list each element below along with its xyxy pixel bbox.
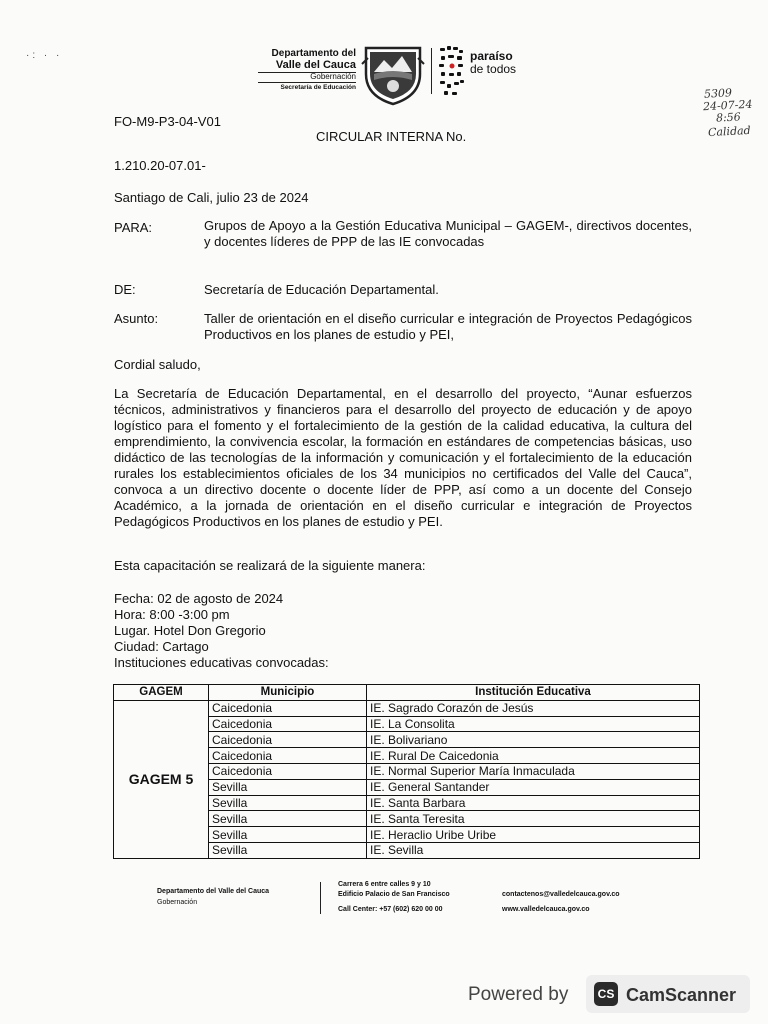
municipio-cell: Sevilla xyxy=(209,779,367,795)
institucion-cell: IE. Normal Superior María Inmaculada xyxy=(367,763,700,779)
footer-address xyxy=(338,880,450,915)
handwritten-note-2: 24-07-24 xyxy=(702,97,753,114)
event-date: Fecha: 02 de agosto de 2024 xyxy=(114,591,284,606)
event-place: Lugar. Hotel Don Gregorio xyxy=(114,623,266,638)
footer-divider xyxy=(320,882,321,914)
municipio-cell: Caicedonia xyxy=(209,700,367,716)
municipio-cell: Sevilla xyxy=(209,842,367,858)
table-row xyxy=(114,700,700,716)
institucion-cell: IE. Santa Barbara xyxy=(367,795,700,811)
document-code: FO-M9-P3-04-V01 xyxy=(114,114,221,129)
institucion-cell: IE. General Santander xyxy=(367,779,700,795)
header-divider xyxy=(431,48,432,94)
footer-contact xyxy=(502,887,620,917)
slogan-line2: de todos xyxy=(470,61,517,76)
footer-address-line1: Carrera 6 entre calles 9 y 10 xyxy=(338,881,431,888)
department-logo-text xyxy=(258,48,356,91)
header-municipio: Municipio xyxy=(209,685,367,701)
event-time: Hora: 8:00 -3:00 pm xyxy=(114,607,230,622)
dept-line2: Valle del Cauca xyxy=(275,59,356,71)
footer-email-link[interactable]: contactenos@valledelcauca.gov.co xyxy=(502,891,620,898)
table-header-row xyxy=(114,685,700,701)
coat-of-arms-icon xyxy=(360,44,426,106)
sun-logo-icon xyxy=(438,44,466,100)
municipio-cell: Caicedonia xyxy=(209,716,367,732)
intro-line: Esta capacitación se realizará de la siguiente manera: xyxy=(114,558,426,573)
handwritten-note-3: 8:56 xyxy=(715,110,742,125)
camscanner-brand: CamScanner xyxy=(626,985,737,1005)
dept-line3: Gobernación xyxy=(258,72,356,83)
dept-line1: Departamento del xyxy=(271,48,356,59)
body-paragraph: La Secretaría de Educación Departamental, en el desarrollo del proyecto, “Aunar esfuerzos técnicos, administrativos y financieros para el desarrollo del proyecto de educación y de apoyo logístico para el fomento y el fortalecimiento de la gestión de la calidad educativa, la cultura del emprendimiento, la convivencia escolar, la formación en estándares de competencias básicas, uso didáctico de las tecnologías de la información y comunicación y el fortalecimiento de la educación rurales los establecimientos oficiales de los 34 municipios no certificados del Valle del Cauca”, convoca a un directivo docente o docente líder de PPP, así como a un docente del Consejo Académico, a la jornada de orientación en el diseño curricular e integración de Proyectos Pedagógicos Productivos en los planes de estudio y PEI. xyxy=(114,386,692,529)
dept-line4: Secretaría de Educación xyxy=(280,83,356,91)
institucion-cell: IE. Bolivariano xyxy=(367,732,700,748)
document-reference: 1.210.20-07.01- xyxy=(114,158,206,173)
footer-gobernacion: Gobernación xyxy=(157,899,198,906)
institucion-cell: IE. La Consolita xyxy=(367,716,700,732)
footer-dept: Departamento del Valle del Cauca xyxy=(157,888,270,895)
para-label: PARA: xyxy=(114,220,153,235)
gagem-group-cell: GAGEM 5 xyxy=(114,700,209,858)
camscanner-icon: CS xyxy=(594,982,618,1006)
institucion-cell: IE. Sevilla xyxy=(367,842,700,858)
institutions-table xyxy=(113,684,700,859)
scan-marks: ·: · · xyxy=(26,50,63,61)
municipio-cell: Sevilla xyxy=(209,795,367,811)
municipio-cell: Sevilla xyxy=(209,827,367,843)
institucion-cell: IE. Santa Teresita xyxy=(367,811,700,827)
institutions-heading: Instituciones educativas convocadas: xyxy=(114,655,329,670)
footer-call-center: Call Center: +57 (602) 620 00 00 xyxy=(338,906,443,913)
place-date: Santiago de Cali, julio 23 de 2024 xyxy=(114,190,309,205)
header-institucion: Institución Educativa xyxy=(367,685,700,701)
footer-address-line2: Edificio Palacio de San Francisco xyxy=(338,890,450,898)
de-label: DE: xyxy=(114,282,136,297)
institucion-cell: IE. Sagrado Corazón de Jesús xyxy=(367,700,700,716)
para-value: Grupos de Apoyo a la Gestión Educativa Municipal – GAGEM-, directivos docentes, y docentes líderes de PPP de las IE convocadas xyxy=(204,218,692,249)
asunto-label: Asunto: xyxy=(114,311,159,326)
municipio-cell: Caicedonia xyxy=(209,732,367,748)
slogan xyxy=(470,50,516,75)
asunto-value: Taller de orientación en el diseño curricular e integración de Proyectos Pedagógicos Productivos en los planes de estudio y PEI, xyxy=(204,311,692,342)
footer-left xyxy=(157,886,269,908)
municipio-cell: Caicedonia xyxy=(209,763,367,779)
handwritten-note-1: 5309 xyxy=(703,86,733,101)
institucion-cell: IE. Rural De Caicedonia xyxy=(367,748,700,764)
de-value: Secretaría de Educación Departamental. xyxy=(204,282,439,297)
municipio-cell: Sevilla xyxy=(209,811,367,827)
institucion-cell: IE. Heraclio Uribe Uribe xyxy=(367,827,700,843)
municipio-cell: Caicedonia xyxy=(209,748,367,764)
handwritten-note-4: Calidad xyxy=(707,123,751,140)
header-gagem: GAGEM xyxy=(114,685,209,701)
powered-by-text: Powered by xyxy=(468,984,569,1005)
slogan-line1: paraíso xyxy=(470,49,513,63)
event-city: Ciudad: Cartago xyxy=(114,639,209,654)
footer-website-link[interactable]: www.valledelcauca.gov.co xyxy=(502,906,590,913)
greeting: Cordial saludo, xyxy=(114,357,201,372)
document-title: CIRCULAR INTERNA No. xyxy=(316,129,467,144)
